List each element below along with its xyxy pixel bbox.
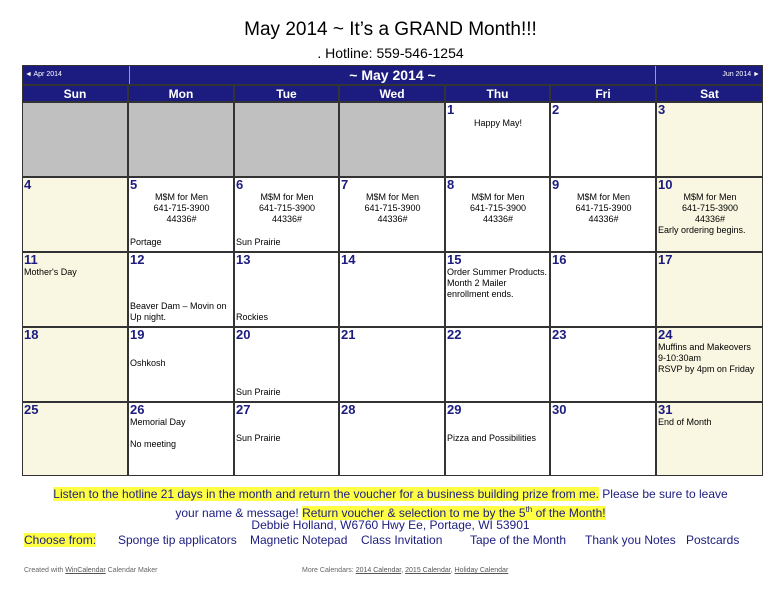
day-number: 26 — [130, 402, 145, 417]
day-number: 10 — [658, 177, 673, 192]
day-cell — [339, 252, 445, 327]
choice-tape: Tape of the Month — [470, 533, 567, 547]
weekday-header: Thu — [445, 85, 550, 102]
day-number: 8 — [447, 177, 455, 192]
event-text: Pizza and Possibilities — [447, 433, 537, 443]
hotline-text: . Hotline: 559-546-1254 — [317, 45, 464, 61]
leave-message-text: Please be sure to leave — [598, 487, 728, 501]
return-voucher-main: Return voucher & selection to me by the 5 — [302, 506, 526, 520]
day-cell — [234, 102, 339, 177]
day-number: 15 — [447, 252, 462, 267]
holiday-calendar-link[interactable]: Holiday Calendar — [454, 567, 509, 574]
event-text: Sun Prairie — [236, 237, 281, 247]
event-text: 44336# — [482, 214, 514, 224]
choice-thank-you: Thank you Notes — [585, 533, 676, 547]
day-number: 2 — [552, 102, 560, 117]
event-text: 44336# — [588, 214, 619, 224]
day-number: 31 — [658, 402, 673, 417]
event-text: Sun Prairie — [236, 433, 281, 443]
credit-right: More Calendars: 2014 Calendar, 2015 Calendar, Holiday Calendar — [302, 567, 509, 574]
credit-left — [24, 567, 157, 574]
day-number: 29 — [447, 402, 462, 417]
day-cell — [550, 252, 656, 327]
day-cell — [445, 402, 550, 476]
choice-postcards: Postcards — [686, 533, 740, 547]
event-text: 641-715-3900 — [681, 203, 739, 213]
weekday-header: Sat — [656, 85, 763, 102]
day-number: 25 — [24, 402, 39, 417]
event-text: Portage — [130, 237, 162, 247]
event-text: 44336# — [271, 214, 303, 224]
event-text: Early ordering begins. — [658, 225, 746, 235]
event-text: Month 2 Mailer enrollment ends. — [447, 278, 514, 299]
day-number: 7 — [341, 177, 349, 192]
day-cell — [128, 327, 234, 402]
day-cell — [656, 327, 763, 402]
day-cell — [22, 102, 128, 177]
day-number: 13 — [236, 252, 251, 267]
day-cell — [445, 177, 550, 252]
day-number: 30 — [552, 402, 567, 417]
event-text: M$M for Men — [576, 192, 630, 202]
day-cell — [128, 402, 234, 476]
day-number: 17 — [658, 252, 673, 267]
day-cell — [445, 327, 550, 402]
day-number: 14 — [341, 252, 356, 267]
day-number: 27 — [236, 402, 251, 417]
leave-message-text-2: your name & message! — [175, 506, 303, 520]
event-text: Memorial Day — [130, 417, 186, 427]
credit-text: Created with — [24, 567, 66, 574]
more-calendars-label: More Calendars: — [302, 567, 356, 574]
day-number: 28 — [341, 402, 356, 417]
event-text: M$M for Men — [471, 192, 525, 202]
event-text: 641-715-3900 — [153, 203, 210, 213]
hotline-instruction: Listen to the hotline 21 days in the month and return the voucher for a business building prize from me. — [53, 487, 599, 501]
event-text: Oshkosh — [130, 358, 166, 368]
day-cell — [656, 102, 763, 177]
day-cell — [128, 177, 234, 252]
day-cell — [550, 327, 656, 402]
next-month-link[interactable]: Jun 2014 ► — [655, 66, 760, 84]
credit-rest: Calendar Maker — [105, 567, 158, 574]
return-voucher-end: of the Month! — [532, 506, 606, 520]
day-cell — [339, 402, 445, 476]
event-text: M$M for Men — [683, 192, 737, 202]
day-cell — [22, 327, 128, 402]
calendar-2015-link[interactable]: 2015 Calendar — [405, 567, 451, 574]
event-text: No meeting — [130, 439, 177, 449]
day-cell — [234, 402, 339, 476]
event-text: 44336# — [694, 214, 726, 224]
event-text: Sun Prairie — [236, 387, 281, 397]
day-number: 11 — [24, 252, 38, 267]
prev-month-link[interactable]: ◄ Apr 2014 — [25, 66, 130, 84]
choice-notepad: Magnetic Notepad — [250, 533, 348, 547]
choose-from-label: Choose from: — [24, 533, 97, 547]
day-number: 16 — [552, 252, 567, 267]
event-text: RSVP by 4pm on Friday — [658, 364, 755, 374]
day-cell — [656, 177, 763, 252]
event-text: Muffins and Makeovers — [658, 342, 751, 352]
event-text: End of Month — [658, 417, 712, 427]
day-cell — [22, 177, 128, 252]
day-cell — [234, 327, 339, 402]
day-number: 9 — [552, 177, 560, 192]
event-text: Mother's Day — [24, 267, 77, 277]
day-cell — [128, 252, 234, 327]
choice-invitation: Class Invitation — [361, 533, 443, 547]
event-text: Rockies — [236, 312, 269, 322]
day-cell — [550, 102, 656, 177]
day-cell — [339, 327, 445, 402]
day-number: 1 — [447, 102, 455, 117]
calendar — [22, 65, 763, 476]
day-number: 22 — [447, 327, 462, 342]
event-text: Order Summer Products. — [447, 267, 548, 277]
event-text: Beaver Dam – Movin on Up night. — [130, 301, 227, 322]
day-cell — [656, 402, 763, 476]
event-text: M$M for Men — [260, 192, 314, 202]
day-cell — [445, 102, 550, 177]
day-number: 19 — [130, 327, 145, 342]
day-cell — [656, 252, 763, 327]
choice-sponge: Sponge tip applicators — [118, 533, 237, 547]
day-number: 20 — [236, 327, 251, 342]
day-cell — [234, 252, 339, 327]
ordinal-suffix: th — [525, 505, 533, 514]
month-heading: ~ May 2014 ~ — [349, 67, 436, 83]
day-number: 23 — [552, 327, 567, 342]
weekday-header: Mon — [128, 85, 234, 102]
day-number: 24 — [658, 327, 673, 342]
day-cell — [339, 177, 445, 252]
weekday-header: Tue — [234, 85, 339, 102]
address-text: Debbie Holland, W6760 Hwy Ee, Portage, WI 53901 — [251, 518, 530, 532]
calendar-nav — [22, 65, 763, 85]
page-title: May 2014 ~ It’s a GRAND Month!!! — [244, 19, 537, 40]
day-number: 21 — [341, 327, 356, 342]
event-text: 641-715-3900 — [469, 203, 527, 213]
event-text: 44336# — [377, 214, 408, 224]
event-text: 9-10:30am — [658, 353, 702, 363]
day-cell — [445, 252, 550, 327]
day-cell — [22, 252, 128, 327]
event-text: M$M for Men — [154, 192, 208, 202]
weekday-header: Wed — [339, 85, 445, 102]
event-text: 641-715-3900 — [364, 203, 421, 213]
day-number: 3 — [658, 102, 666, 117]
event-text: 44336# — [166, 214, 197, 224]
day-number: 5 — [130, 177, 138, 192]
day-cell — [339, 102, 445, 177]
day-cell — [22, 402, 128, 476]
wincalendar-link[interactable]: WinCalendar — [65, 567, 106, 574]
event-text: Happy May! — [473, 118, 523, 128]
day-cell — [550, 402, 656, 476]
weekday-header: Sun — [22, 85, 128, 102]
day-cell — [128, 102, 234, 177]
day-number: 4 — [24, 177, 32, 192]
event-text: 641-715-3900 — [258, 203, 316, 213]
day-number: 18 — [24, 327, 39, 342]
footer-instructions — [0, 487, 781, 521]
calendar-2014-link[interactable]: 2014 Calendar — [355, 567, 402, 574]
day-cell — [234, 177, 339, 252]
weekday-header: Fri — [550, 85, 656, 102]
day-number: 6 — [236, 177, 244, 192]
event-text: 641-715-3900 — [575, 203, 632, 213]
day-cell — [550, 177, 656, 252]
day-number: 12 — [130, 252, 145, 267]
event-text — [129, 428, 233, 439]
event-text: M$M for Men — [365, 192, 419, 202]
